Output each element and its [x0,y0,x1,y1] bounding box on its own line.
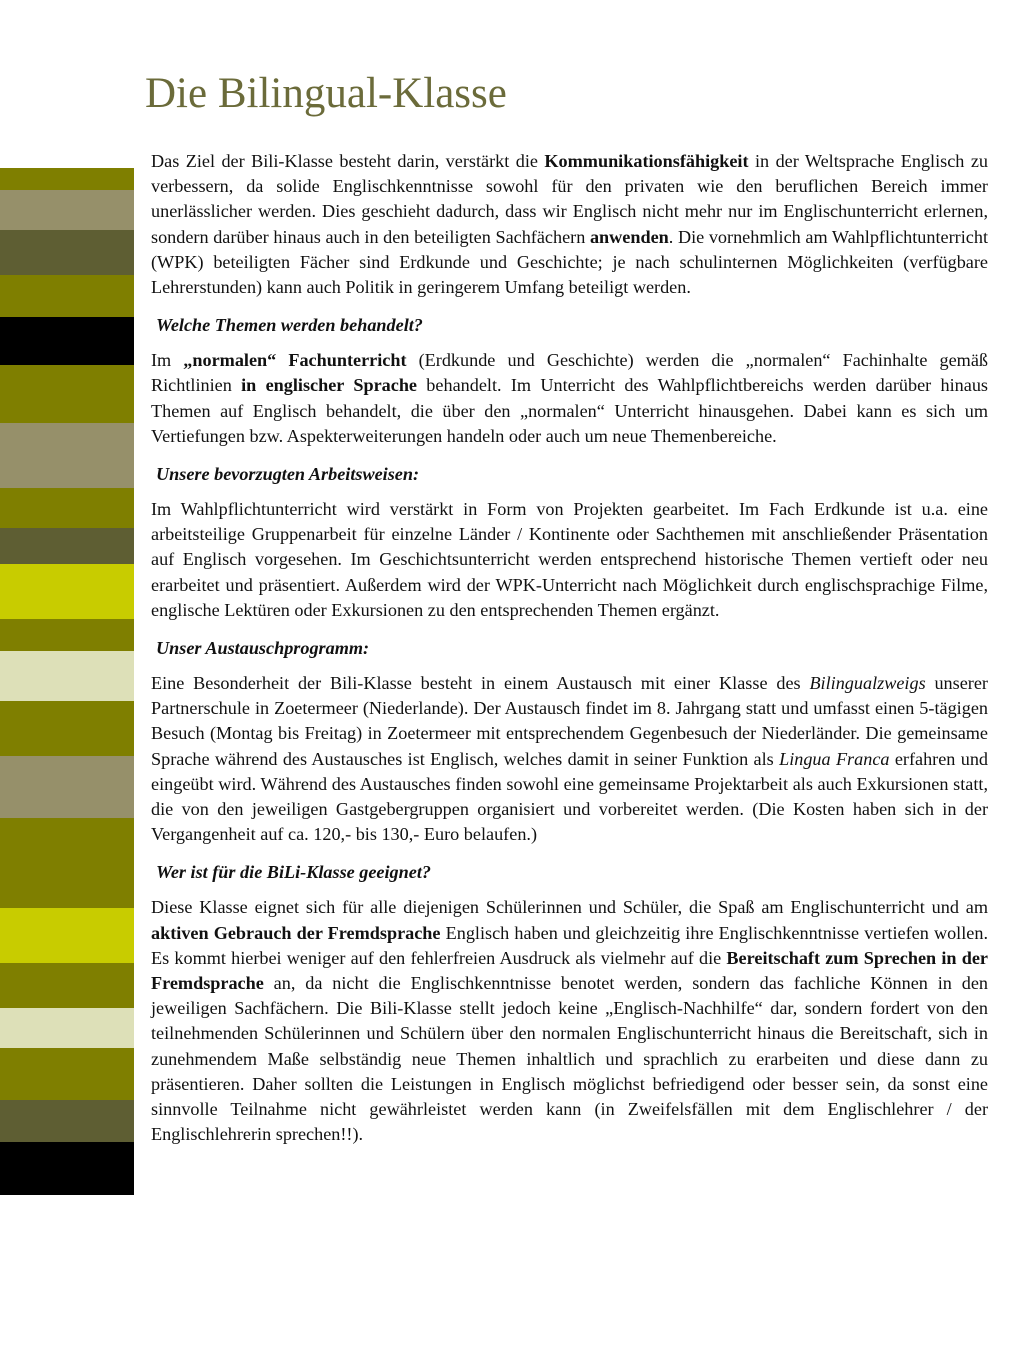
suitability-bold-2: Bereitschaft zum Sprechen in der Fremdsprache [151,947,988,994]
stripe-band [0,1100,134,1142]
stripe-band [0,908,134,963]
themes-heading: Welche Themen werden behandelt? [156,315,423,336]
exchange-italic-1: Bilingualzweigs [809,673,926,694]
stripe-band [0,564,134,619]
methods-paragraph: Im Wahlpflichtunterricht wird verstärkt in Form von Projekten gearbeitet. Im Fach Erdkunde ist u.a. eine arbeitsteilige Gruppenarbeit für einzelne Länder / Kontinente oder Sachthemen mit anschließender Präsentation auf Englisch vorgesehen. Im Geschichtsunterricht werden entsprechend historische Themen vertieft oder neu erarbeitet und präsentiert. Außerdem wird der WPK-Unterricht nach Möglichkeit durch englischsprachige Filme, englische Lektüren oder Exkursionen zu den entsprechenden Themen ergänzt. [151,499,988,620]
stripe-band [0,488,134,528]
exchange-italic-2: Lingua Franca [779,748,890,769]
exchange-text-2: unserer Partnerschule in Zoetermeer (Niederlande). Der Austausch findet im 8. Jahrgang statt und umfasst einen 5-tägigen Besuch (Montag bis Freitag) in Zoetermeer mit entsprechendem Gegenbesuch der Niederländer. Die gemeinsame Sprache während des Austausches ist Englisch, welches damit in seiner Funktion als [151,673,988,769]
suitability-text-1: Diese Klasse eignet sich für alle diejenigen Schülerinnen und Schüler, die Spaß am Englischunterricht und am [151,897,988,918]
document-body [151,149,988,1148]
suitability-text-3: an, da nicht die Englischkenntnisse benotet werden, sondern das fachliche Können in den jeweiligen Sachfächern. Die Bili-Klasse stellt jedoch keine „Englisch-Nachhilfe“ dar, sondern fordert von den teilnehmenden Schülerinnen und Schülern über den normalen Englischunterricht hinaus die Bereitschaft, sich in zunehmendem Maße selbständig neue Themen inhaltlich und sprachlich zu erarbeiten und diese dann zu präsentieren. Daher sollten die Leistungen in Englisch möglichst befriedigend oder besser sein, da sonst eine sinnvolle Teilnahme nicht gewährleistet werden kann (in Zweifelsfällen mit dem Englischlehrer / der Englischlehrerin sprechen!!). [151,973,988,1145]
stripe-band [0,275,134,317]
stripe-band [0,230,134,275]
stripe-band [0,1008,134,1048]
stripe-band [0,528,134,564]
suitability-bold-1: aktiven Gebrauch der Fremdsprache [151,922,441,943]
suitability-heading: Wer ist für die BiLi-Klasse geeignet? [156,862,431,883]
stripe-band [0,190,134,230]
themes-text-1: Im [151,350,184,371]
stripe-band [0,619,134,651]
exchange-text-3: erfahren und eingeübt wird. Während des Austausches finden sowohl eine gemeinsame Projektarbeit als auch Exkursionen statt, die von den jeweiligen Gastgebergruppen organisiert und vorbereitet werden. (Die Kosten haben sich in der Vergangenheit auf ca. 120,- bis 130,- Euro belaufen.) [151,748,989,845]
stripe-band [0,365,134,423]
stripe-band [0,701,134,756]
intro-text-3: . Die vornehmlich am Wahlpflichtunterricht (WPK) beteiligten Fächer sind Erdkunde und Geschichte; je nach schulinternen Möglichkeiten (verfügbare Lehrerstunden) kann auch Politik in geringerem Umfang beteiligt werden. [151,226,988,298]
intro-paragraph [151,149,988,300]
stripe-band [0,168,134,190]
exchange-paragraph [151,671,988,847]
stripe-band [0,1048,134,1100]
decorative-stripe-bar [0,168,134,1195]
methods-heading: Unsere bevorzugten Arbeitsweisen: [156,464,420,485]
intro-text-1: Das Ziel der Bili-Klasse besteht darin, verstärkt die [151,151,545,171]
themes-bold-2: in englischer Sprache [241,375,418,396]
exchange-text-1: Eine Besonderheit der Bili-Klasse besteht in einem Austausch mit einer Klasse des [151,673,810,694]
intro-bold-2: anwenden [589,226,669,247]
stripe-band [0,963,134,1008]
suitability-paragraph [151,895,988,1147]
suitability-text-2: Englisch haben und gleichzeitig ihre Englischkenntnisse vertiefen wollen. Es kommt hierbei weniger auf den fehlerfreien Ausdruck als vielmehr auf die [151,922,988,968]
exchange-heading: Unser Austauschprogramm: [156,638,370,659]
page-title: Die Bilingual-Klasse [145,70,507,117]
intro-bold-1: Kommunikationsfähigkeit [544,151,749,171]
intro-text-2: in der Weltsprache Englisch zu verbessern, da solide Englischkenntnisse sowohl für den privaten wie den beruflichen Bereich immer unerlässlicher werden. Dies geschieht dadurch, dass wir Englisch nicht mehr nur im Englischunterricht erlernen, sondern darüber hinaus auch in den beteiligten Sachfächern [151,151,989,247]
themes-text-2: (Erdkunde und Geschichte) werden die „normalen“ Fachinhalte gemäß Richtlinien [151,350,988,396]
stripe-band [0,818,134,908]
themes-text-3: behandelt. Im Unterricht des Wahlpflichtbereichs werden darüber hinaus Themen auf Englisch behandelt, die über den „normalen“ Unterricht hinausgehen. Dabei kann es sich um Vertiefungen bzw. Aspekterweiterungen handeln oder auch um neue Themenbereiche. [151,375,989,446]
themes-paragraph [151,348,988,449]
stripe-band [0,317,134,365]
stripe-band [0,423,134,488]
themes-bold-1: „normalen“ Fachunterricht [183,350,407,371]
stripe-band [0,1142,134,1195]
stripe-band [0,651,134,701]
stripe-band [0,756,134,818]
